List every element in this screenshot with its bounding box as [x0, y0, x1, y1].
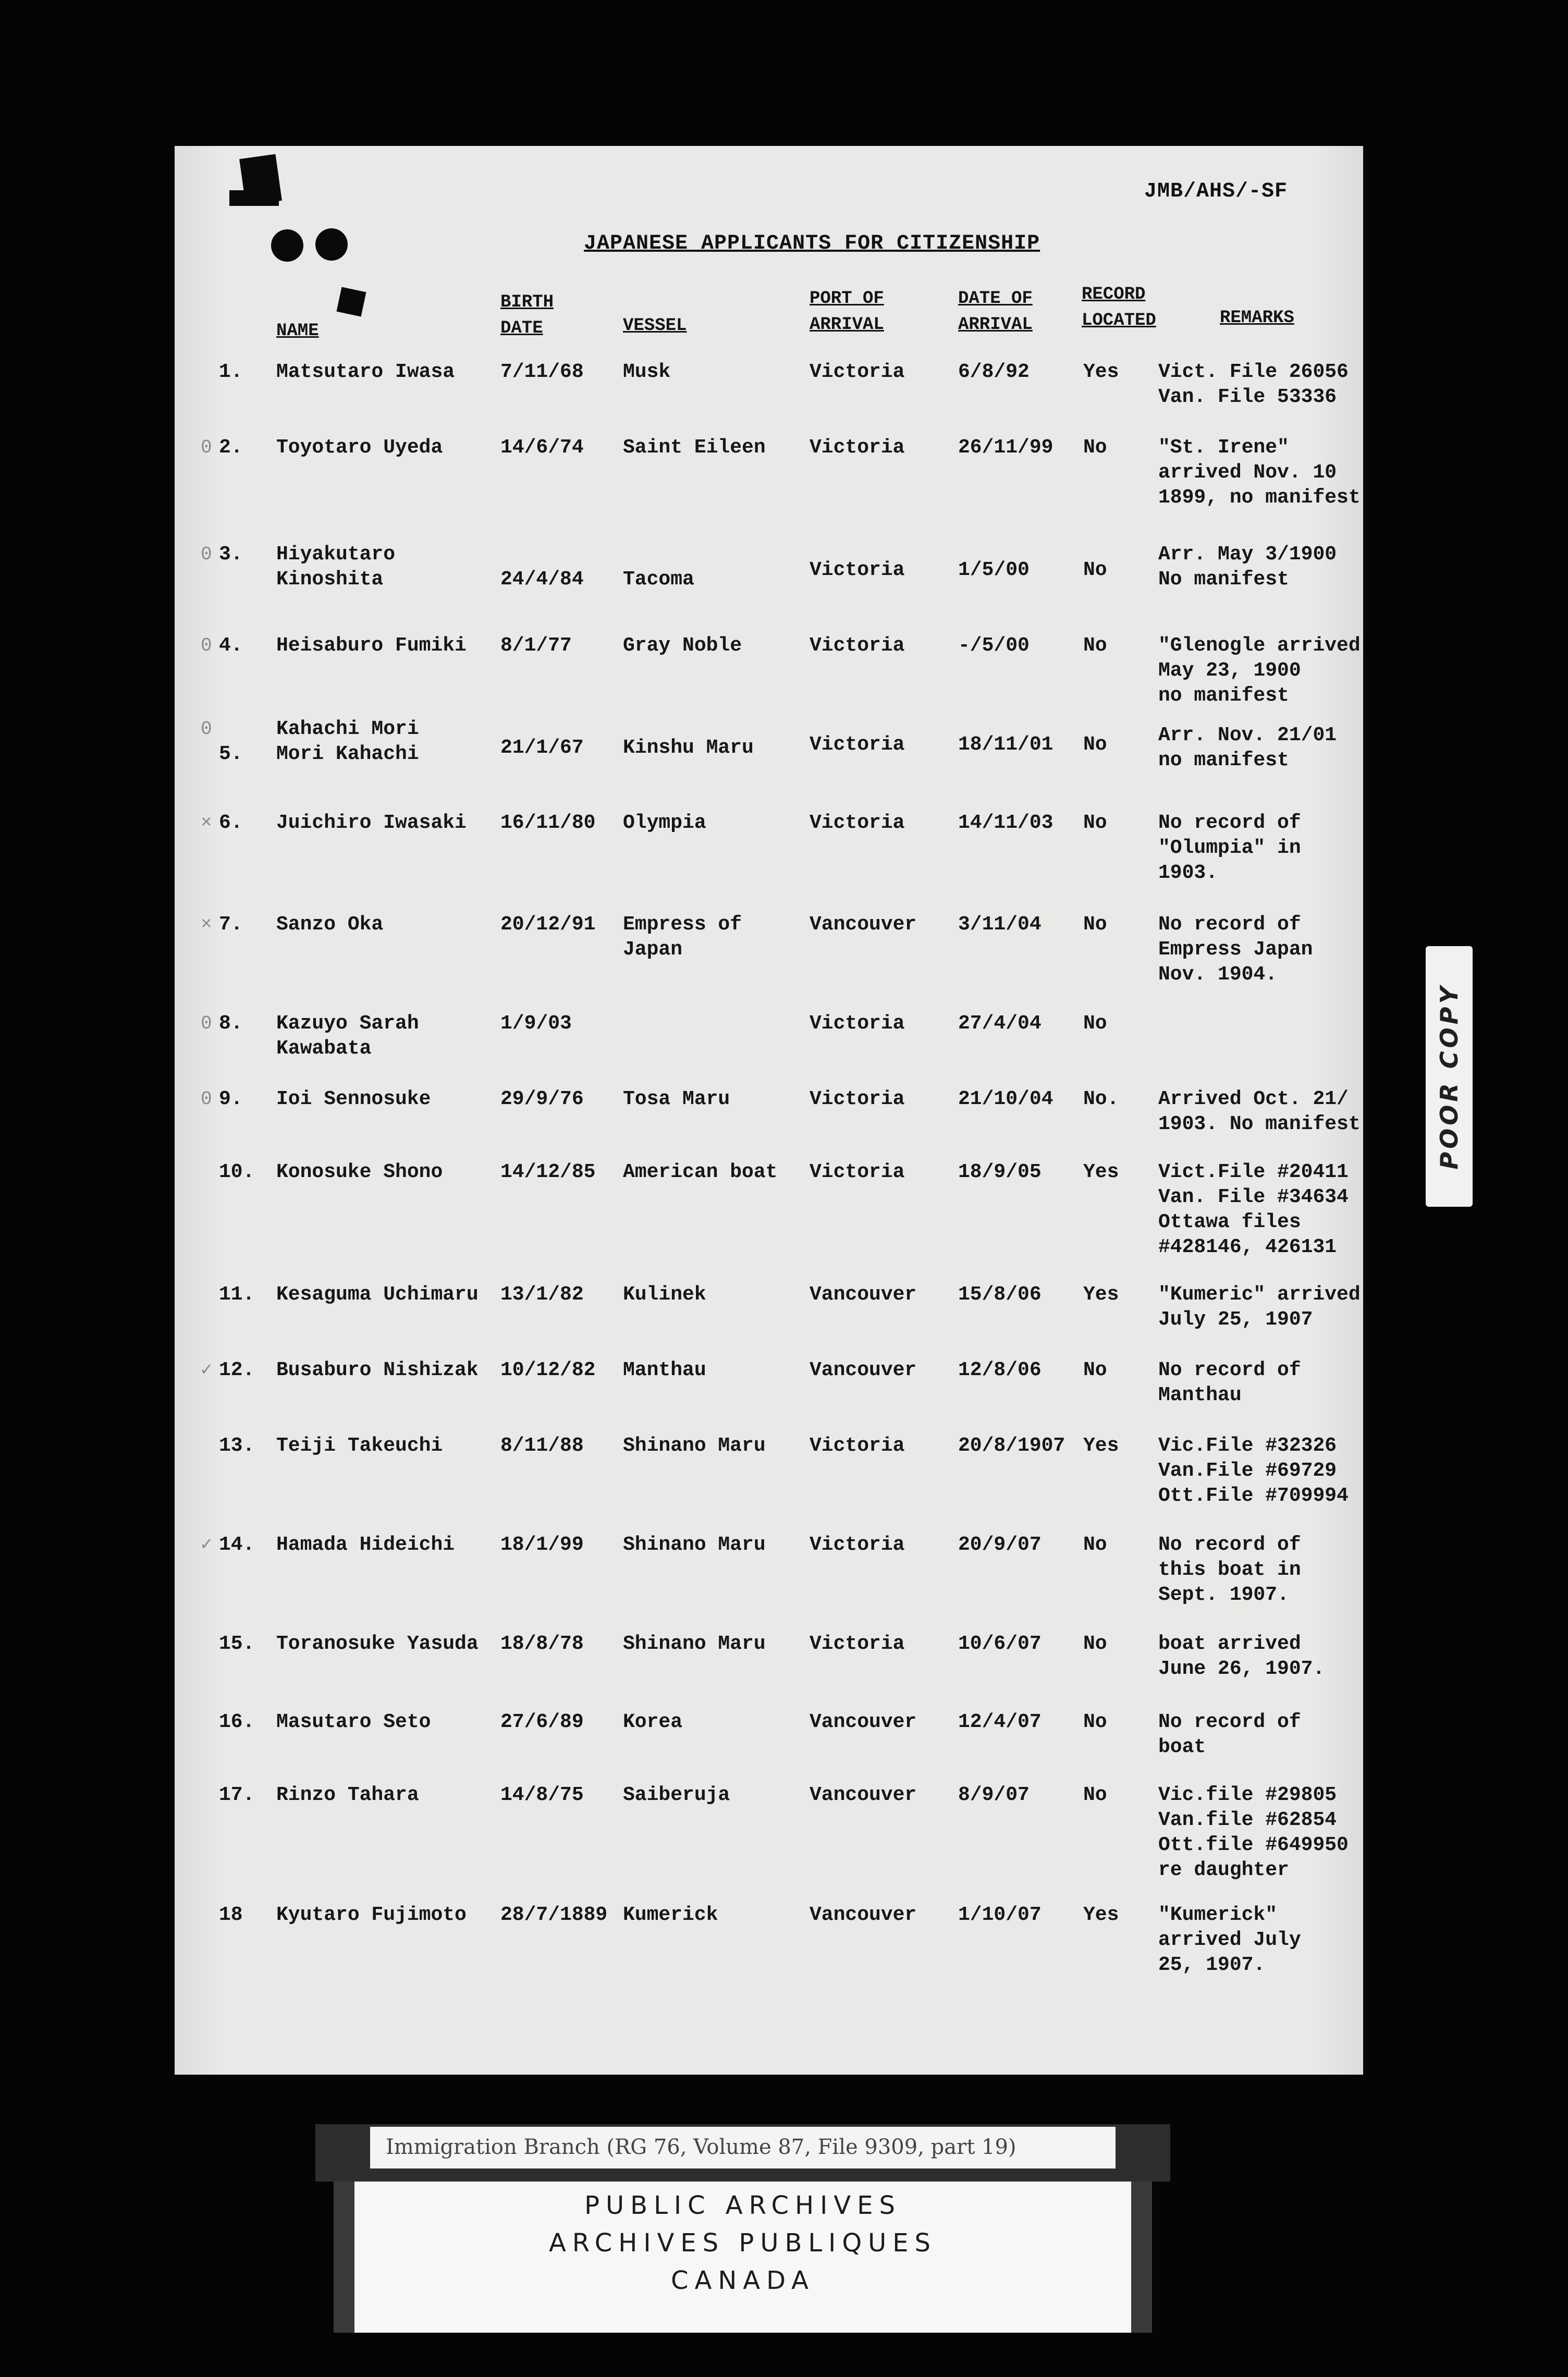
row-remarks: Vict.File #20411 Van. File #34634 Ottawa files #428146, 426131: [1158, 1161, 1349, 1258]
header-vessel: VESSEL: [623, 316, 687, 336]
row-record-located: No: [1083, 812, 1107, 834]
row-name: Ioi Sennosuke: [276, 1088, 431, 1110]
ink-blot: [337, 287, 366, 317]
row-arrival-date: 1/10/07: [958, 1904, 1042, 1926]
file-reference: JMB/AHS/-SF: [1144, 180, 1288, 203]
row-record-located: No: [1083, 913, 1107, 936]
row-record-located: No: [1083, 436, 1107, 459]
row-tick-mark: 0: [201, 1013, 212, 1034]
row-name: Rinzo Tahara: [276, 1784, 419, 1806]
row-birth-date: 14/12/85: [500, 1161, 596, 1183]
row-name: Heisaburo Fumiki: [276, 634, 467, 657]
row-remarks: "Kumeric" arrived July 25, 1907: [1158, 1283, 1361, 1331]
row-port: Vancouver: [810, 913, 917, 936]
table-row: [0, 912, 1568, 986]
table-row: [0, 542, 1568, 591]
row-vessel: Musk: [623, 361, 671, 383]
row-name: Toranosuke Yasuda: [276, 1633, 479, 1655]
row-arrival-date: 20/8/1907: [958, 1435, 1065, 1457]
row-remarks: No record of Manthau: [1158, 1359, 1301, 1406]
table-row: [0, 1160, 1568, 1258]
row-number: 2.: [219, 436, 243, 459]
row-record-located: Yes: [1083, 361, 1119, 383]
row-birth-date: 28/7/1889: [500, 1904, 608, 1926]
row-number: 7.: [219, 913, 243, 936]
row-port: Vancouver: [810, 1711, 917, 1733]
table-row: [0, 1903, 1568, 1976]
row-birth-date: 27/6/89: [500, 1711, 584, 1733]
row-vessel: Shinano Maru: [623, 1435, 766, 1457]
row-port: Vancouver: [810, 1784, 917, 1806]
caption-text: Immigration Branch (RG 76, Volume 87, File 9309, part 19): [386, 2135, 1016, 2159]
row-birth-date: 14/8/75: [500, 1784, 584, 1806]
row-vessel: American boat: [623, 1161, 778, 1183]
punch-hole: [315, 228, 348, 261]
row-arrival-date: 14/11/03: [958, 812, 1054, 834]
row-port: Vancouver: [810, 1359, 917, 1381]
row-vessel: Gray Noble: [623, 634, 742, 657]
row-record-located: Yes: [1083, 1435, 1119, 1457]
row-vessel: Shinano Maru: [623, 1633, 766, 1655]
row-number: 14.: [219, 1534, 255, 1556]
row-birth-date: 21/1/67: [500, 737, 584, 759]
row-record-located: No: [1083, 733, 1107, 756]
row-tick-mark: 0: [201, 635, 212, 656]
row-vessel: Korea: [623, 1711, 683, 1733]
punch-hole: [271, 229, 303, 262]
row-name: Kazuyo Sarah Kawabata: [276, 1012, 419, 1060]
table-row: [0, 1710, 1568, 1758]
row-vessel: Manthau: [623, 1359, 706, 1381]
document-title: JAPANESE APPLICANTS FOR CITIZENSHIP: [584, 232, 1040, 255]
row-record-located: No: [1083, 1534, 1107, 1556]
row-remarks: Arr. May 3/1900 No manifest: [1158, 543, 1337, 591]
row-record-located: No: [1083, 559, 1107, 581]
row-birth-date: 1/9/03: [500, 1012, 572, 1035]
header-record: RECORD LOCATED: [1082, 285, 1156, 330]
row-record-located: Yes: [1083, 1161, 1119, 1183]
row-arrival-date: 1/5/00: [958, 559, 1030, 581]
row-port: Victoria: [810, 1435, 905, 1457]
table-row: [0, 360, 1568, 408]
staple-mark-tip: [229, 190, 279, 206]
row-vessel: Saint Eileen: [623, 436, 766, 459]
row-name: Busaburo Nishizak: [276, 1359, 479, 1381]
row-remarks: No record of "Olumpia" in 1903.: [1158, 812, 1301, 884]
row-number: 13.: [219, 1435, 255, 1457]
row-vessel: Tosa Maru: [623, 1088, 730, 1110]
row-birth-date: 16/11/80: [500, 812, 596, 834]
row-vessel: Kumerick: [623, 1904, 718, 1926]
row-port: Victoria: [810, 812, 905, 834]
row-vessel: Kulinek: [623, 1283, 706, 1306]
row-port: Vancouver: [810, 1283, 917, 1306]
row-port: Victoria: [810, 361, 905, 383]
row-number: 16.: [219, 1711, 255, 1733]
row-birth-date: 14/6/74: [500, 436, 584, 459]
archive-line-1: PUBLIC ARCHIVES: [584, 2191, 901, 2220]
row-record-located: No: [1083, 1633, 1107, 1655]
row-remarks: boat arrived June 26, 1907.: [1158, 1633, 1325, 1680]
row-record-located: No: [1083, 1359, 1107, 1381]
row-record-located: Yes: [1083, 1904, 1119, 1926]
row-name: Hiyakutaro Kinoshita: [276, 543, 396, 591]
row-port: Vancouver: [810, 1904, 917, 1926]
row-record-located: No: [1083, 1784, 1107, 1806]
row-name: Juichiro Iwasaki: [276, 812, 467, 834]
row-name: Sanzo Oka: [276, 913, 384, 936]
row-remarks: "Glenogle arrived May 23, 1900 no manifest: [1158, 634, 1361, 707]
archive-label: [334, 2182, 1152, 2333]
table-row: [0, 1087, 1568, 1135]
row-port: Victoria: [810, 436, 905, 459]
row-arrival-date: 20/9/07: [958, 1534, 1042, 1556]
row-remarks: "Kumerick" arrived July 25, 1907.: [1158, 1904, 1301, 1976]
table-row: [0, 1433, 1568, 1507]
row-remarks: Arr. Nov. 21/01 no manifest: [1158, 724, 1337, 771]
row-birth-date: 8/11/88: [500, 1435, 584, 1457]
row-tick-mark: 0: [201, 437, 212, 458]
archive-line-2: ARCHIVES PUBLIQUES: [548, 2228, 937, 2258]
row-record-located: No: [1083, 634, 1107, 657]
row-number: 8.: [219, 1012, 243, 1035]
row-record-located: No.: [1083, 1088, 1119, 1110]
poor-copy-stamp: [1426, 946, 1473, 1207]
row-tick-mark: ×: [201, 812, 212, 834]
row-name: Kesaguma Uchimaru: [276, 1283, 479, 1306]
header-birth-date: BIRTH DATE: [500, 292, 554, 338]
row-tick-mark: ✓: [201, 1534, 212, 1555]
row-remarks: No record of Empress Japan Nov. 1904.: [1158, 913, 1313, 986]
caption-strip: [370, 2127, 1116, 2168]
archive-line-3: CANADA: [670, 2266, 815, 2295]
row-port: Victoria: [810, 733, 905, 756]
row-name: Toyotaro Uyeda: [276, 436, 443, 459]
row-birth-date: 13/1/82: [500, 1283, 584, 1306]
table-row: [0, 1632, 1568, 1680]
row-name: Teiji Takeuchi: [276, 1435, 443, 1457]
row-record-located: No: [1083, 1012, 1107, 1035]
table-row: [0, 633, 1568, 707]
header-date: DATE OF ARRIVAL: [958, 289, 1033, 335]
header-name: NAME: [276, 321, 319, 341]
row-birth-date: 29/9/76: [500, 1088, 584, 1110]
row-number: 5.: [219, 743, 243, 765]
row-name: Konosuke Shono: [276, 1161, 443, 1183]
row-arrival-date: 12/4/07: [958, 1711, 1042, 1733]
row-remarks: Vic.file #29805 Van.file #62854 Ott.file #649950 re daughter: [1158, 1784, 1349, 1881]
row-tick-mark: 0: [201, 718, 212, 740]
row-number: 6.: [219, 812, 243, 834]
row-arrival-date: 18/11/01: [958, 733, 1054, 756]
row-number: 4.: [219, 634, 243, 657]
row-birth-date: 7/11/68: [500, 361, 584, 383]
row-birth-date: 8/1/77: [500, 634, 572, 657]
row-arrival-date: 26/11/99: [958, 436, 1054, 459]
row-number: 17.: [219, 1784, 255, 1806]
row-port: Victoria: [810, 1534, 905, 1556]
table-row: [0, 435, 1568, 509]
header-port: PORT OF ARRIVAL: [810, 289, 884, 335]
row-vessel: Shinano Maru: [623, 1534, 766, 1556]
row-tick-mark: ✓: [201, 1359, 212, 1381]
row-tick-mark: ×: [201, 914, 212, 935]
table-row: [0, 1282, 1568, 1331]
row-remarks: Vic.File #32326 Van.File #69729 Ott.File #709994: [1158, 1435, 1349, 1507]
row-record-located: Yes: [1083, 1283, 1119, 1306]
row-birth-date: 18/1/99: [500, 1534, 584, 1556]
poor-copy-text: POOR COPY: [1435, 983, 1463, 1170]
row-number: 1.: [219, 361, 243, 383]
row-name: Kahachi Mori Mori Kahachi: [276, 718, 419, 765]
row-birth-date: 24/4/84: [500, 568, 584, 591]
row-vessel: Saiberuja: [623, 1784, 730, 1806]
table-row: [0, 1358, 1568, 1406]
row-birth-date: 20/12/91: [500, 913, 596, 936]
row-tick-mark: 0: [201, 544, 212, 565]
row-arrival-date: 3/11/04: [958, 913, 1042, 936]
row-port: Victoria: [810, 1012, 905, 1035]
row-number: 3.: [219, 543, 243, 566]
table-row: [0, 1783, 1568, 1881]
row-number: 18: [219, 1904, 243, 1926]
row-number: 15.: [219, 1633, 255, 1655]
row-birth-date: 18/8/78: [500, 1633, 584, 1655]
row-name: Matsutaro Iwasa: [276, 361, 455, 383]
row-remarks: No record of this boat in Sept. 1907.: [1158, 1534, 1301, 1606]
row-arrival-date: 10/6/07: [958, 1633, 1042, 1655]
row-arrival-date: 8/9/07: [958, 1784, 1030, 1806]
row-arrival-date: -/5/00: [958, 634, 1030, 657]
row-remarks: No record of boat: [1158, 1711, 1301, 1758]
row-arrival-date: 21/10/04: [958, 1088, 1054, 1110]
row-name: Masutaro Seto: [276, 1711, 431, 1733]
row-name: Kyutaro Fujimoto: [276, 1904, 467, 1926]
row-arrival-date: 18/9/05: [958, 1161, 1042, 1183]
header-remarks: REMARKS: [1220, 308, 1294, 328]
row-name: Hamada Hideichi: [276, 1534, 455, 1556]
row-arrival-date: 6/8/92: [958, 361, 1030, 383]
table-row: [0, 1011, 1568, 1060]
row-tick-mark: 0: [201, 1088, 212, 1110]
row-number: 10.: [219, 1161, 255, 1183]
row-number: 12.: [219, 1359, 255, 1381]
row-port: Victoria: [810, 634, 905, 657]
row-number: 11.: [219, 1283, 255, 1306]
table-row: [0, 717, 1568, 771]
row-arrival-date: 27/4/04: [958, 1012, 1042, 1035]
row-number: 9.: [219, 1088, 243, 1110]
row-vessel: Tacoma: [623, 568, 694, 591]
row-port: Victoria: [810, 559, 905, 581]
row-vessel: Olympia: [623, 812, 706, 834]
row-record-located: No: [1083, 1711, 1107, 1733]
row-vessel: Kinshu Maru: [623, 737, 754, 759]
table-row: [0, 1533, 1568, 1606]
row-port: Victoria: [810, 1633, 905, 1655]
row-remarks: Vict. File 26056 Van. File 53336: [1158, 361, 1349, 408]
row-arrival-date: 15/8/06: [958, 1283, 1042, 1306]
row-arrival-date: 12/8/06: [958, 1359, 1042, 1381]
row-birth-date: 10/12/82: [500, 1359, 596, 1381]
row-vessel: Empress of Japan: [623, 913, 742, 961]
row-port: Victoria: [810, 1088, 905, 1110]
row-remarks: Arrived Oct. 21/ 1903. No manifest: [1158, 1088, 1361, 1135]
row-remarks: "St. Irene" arrived Nov. 10 1899, no manifest: [1158, 436, 1361, 509]
row-port: Victoria: [810, 1161, 905, 1183]
table-row: [0, 811, 1568, 884]
